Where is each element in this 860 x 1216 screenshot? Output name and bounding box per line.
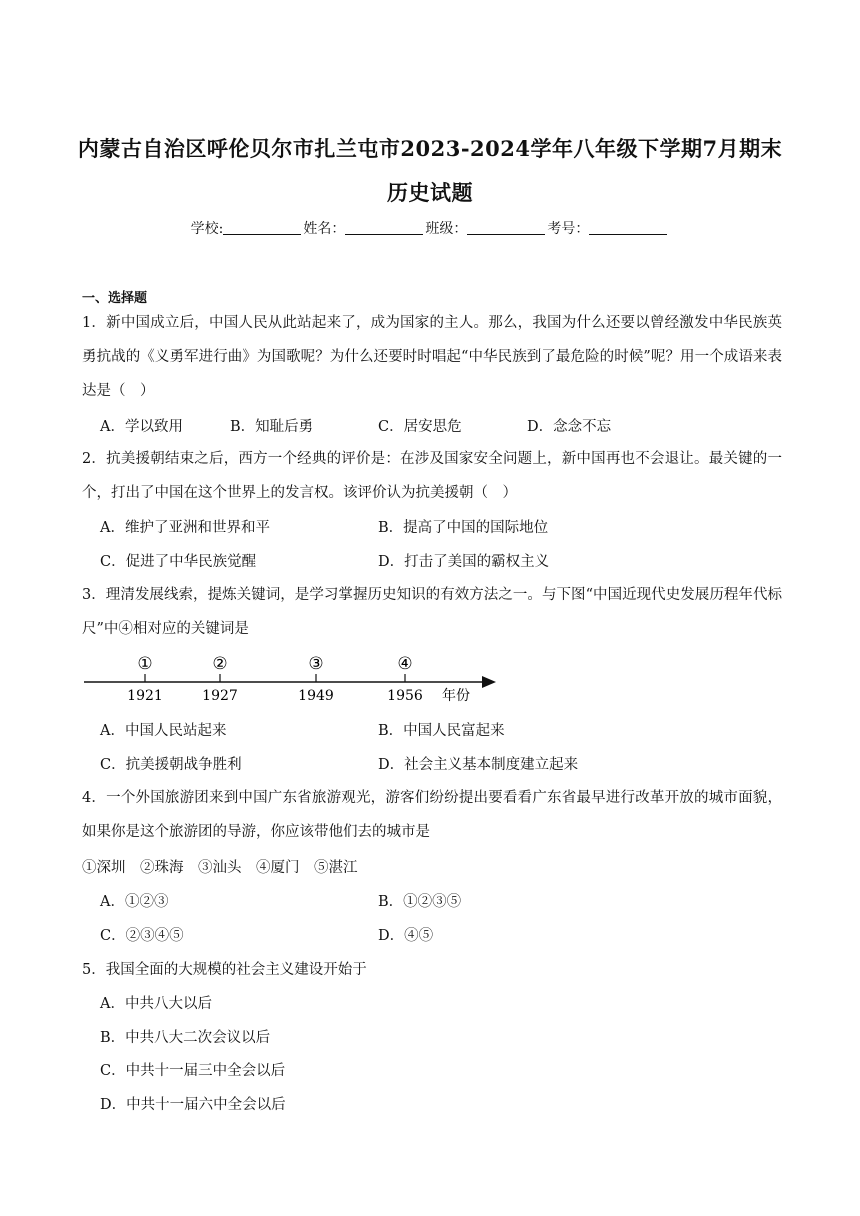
document-title-line-2: 历史试题 <box>387 180 473 205</box>
timeline-year-2: 1927 <box>202 688 238 704</box>
question-3-option-a[interactable]: A．中国人民站起来 <box>100 723 227 739</box>
timeline-arrow <box>482 676 496 688</box>
timeline-year-4: 1956 <box>387 688 423 704</box>
question-4-option-d[interactable]: D．④⑤ <box>378 928 434 944</box>
question-2-stem: 2．抗美援朝结束之后，西方一个经典的评价是：在涉及国家安全问题上，新中国再也不会退让。最关键的一个，打出了中国在这个世界上的发言权。该评价认为抗美援朝（ ） <box>82 451 782 501</box>
question-1-option-c[interactable]: C．居安思危 <box>378 419 462 435</box>
question-4-option-c[interactable]: C．②③④⑤ <box>100 928 184 944</box>
timeline-mark-2: ② <box>212 654 228 674</box>
question-2-option-b[interactable]: B．提高了中国的国际地位 <box>378 520 549 536</box>
timeline-mark-3: ③ <box>308 654 324 674</box>
document-title-line-1: 内蒙古自治区呼伦贝尔市扎兰屯市2023-2024学年八年级下学期7月期末 <box>77 136 783 161</box>
name-blank[interactable] <box>345 222 423 235</box>
exam-no-blank[interactable] <box>589 222 667 235</box>
school-blank[interactable] <box>223 222 301 235</box>
question-3-option-b[interactable]: B．中国人民富起来 <box>378 723 505 739</box>
question-4-stem: 4．一个外国旅游团来到中国广东省旅游观光，游客们纷纷提出要看看广东省最早进行改革开放的城市面貌，如果你是这个旅游团的导游，你应该带他们去的城市是 <box>82 790 782 840</box>
question-1-stem: 1．新中国成立后，中国人民从此站起来了，成为国家的主人。那么，我国为什么还要以曾经激发中华民族英勇抗战的《义勇军进行曲》为国歌呢？为什么还要时时唱起“中华民族到了最危险的时候”呢？用一个成语来表达是（ ） <box>82 315 782 399</box>
question-2-option-d[interactable]: D．打击了美国的霸权主义 <box>378 554 550 570</box>
question-3-stem: 3．理清发展线索，提炼关键词，是学习掌握历史知识的有效方法之一。与下图“中国近现代史发展历程年代标尺”中④相对应的关键词是 <box>82 587 782 637</box>
question-4-choices: ①深圳 ②珠海 ③汕头 ④厦门 ⑤湛江 <box>82 860 358 876</box>
question-2-option-c[interactable]: C．促进了中华民族觉醒 <box>100 554 257 570</box>
question-4-option-b[interactable]: B．①②③⑤ <box>378 894 462 910</box>
question-4-option-a[interactable]: A．①②③ <box>100 894 169 910</box>
school-label: 学校: <box>190 221 224 237</box>
class-blank[interactable] <box>467 222 545 235</box>
timeline-year-3: 1949 <box>298 688 334 704</box>
timeline-mark-1: ① <box>137 654 153 674</box>
timeline-mark-4: ④ <box>397 654 413 674</box>
question-2-option-a[interactable]: A．维护了亚洲和世界和平 <box>100 520 270 536</box>
section-title: 一、选择题 <box>82 291 148 306</box>
timeline-figure <box>84 652 504 704</box>
exam-no-label: 考号： <box>547 221 590 237</box>
timeline-year-1: 1921 <box>127 688 163 704</box>
question-1-option-b[interactable]: B．知耻后勇 <box>230 419 314 435</box>
question-5-option-c[interactable]: C．中共十一届三中全会以后 <box>100 1063 286 1079</box>
question-5-option-b[interactable]: B．中共八大二次会议以后 <box>100 1030 271 1046</box>
question-3-option-d[interactable]: D．社会主义基本制度建立起来 <box>378 757 579 773</box>
question-1-option-a[interactable]: A．学以致用 <box>100 419 183 435</box>
question-5-option-a[interactable]: A．中共八大以后 <box>100 996 212 1012</box>
timeline-svg <box>84 652 504 704</box>
question-5-stem: 5．我国全面的大规模的社会主义建设开始于 <box>82 962 367 978</box>
question-3-option-c[interactable]: C．抗美援朝战争胜利 <box>100 757 242 773</box>
name-label: 姓名： <box>303 221 346 237</box>
timeline-unit-label: 年份 <box>442 688 470 704</box>
student-info-line <box>0 218 860 238</box>
class-label: 班级： <box>425 221 468 237</box>
question-5-option-d[interactable]: D．中共十一届六中全会以后 <box>100 1097 286 1113</box>
question-1-option-d[interactable]: D．念念不忘 <box>527 419 612 435</box>
